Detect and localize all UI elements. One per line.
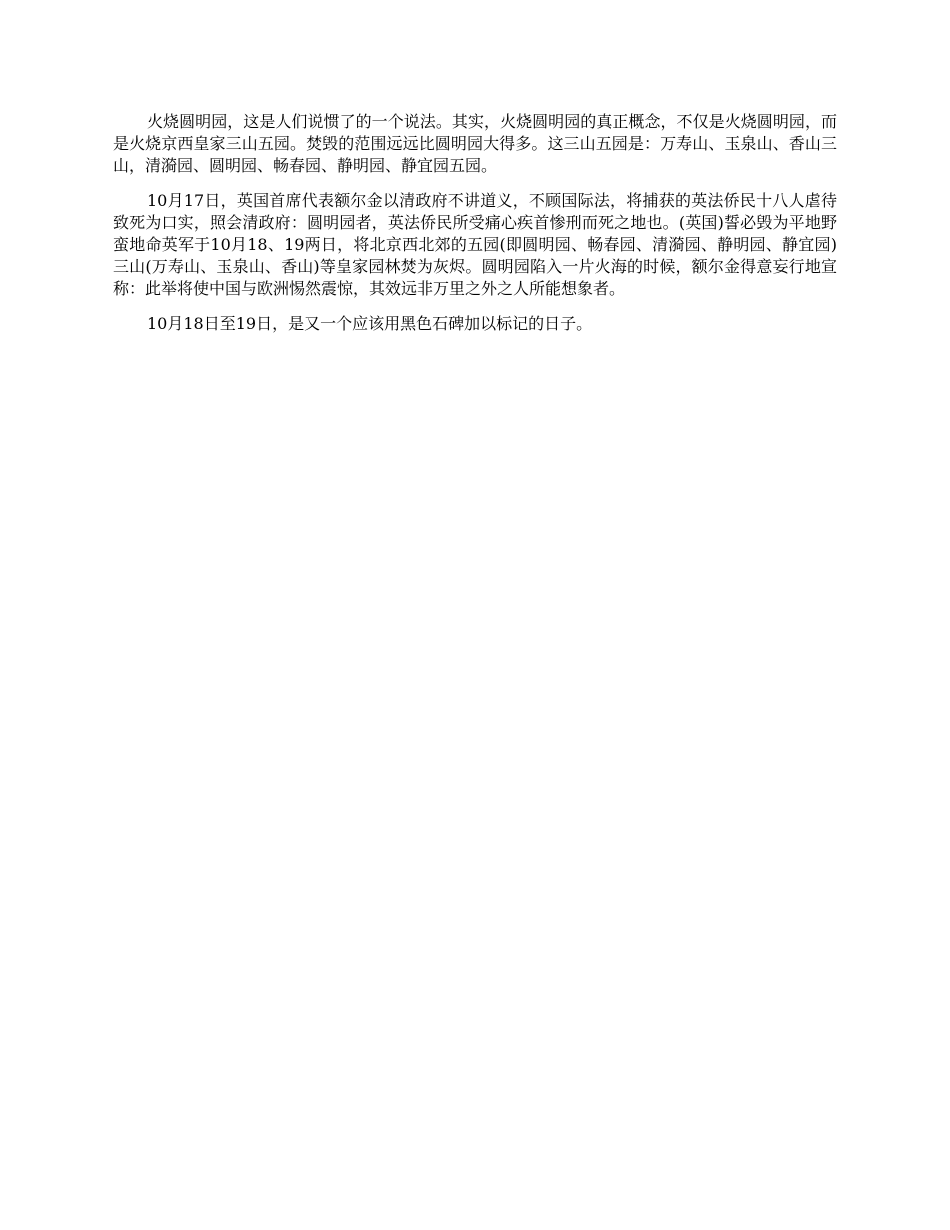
document-body [113,111,837,348]
paragraph-1: 火烧圆明园，这是人们说惯了的一个说法。其实，火烧圆明园的真正概念，不仅是火烧圆明园，而是火烧京西皇家三山五园。焚毁的范围远远比圆明园大得多。这三山五园是：万寿山、玉泉山、香山三山，清漪园、圆明园、畅春园、静明园、静宜园五园。 [113,112,837,175]
paragraph-2: 10月17日，英国首席代表额尔金以清政府不讲道义，不顾国际法，将捕获的英法侨民十八人虐待致死为口实，照会清政府：圆明园者，英法侨民所受痛心疾首惨刑而死之地也。(英国)誓必毁为平地野蛮地命英军于10月18、19两日，将北京西北郊的五园(即圆明园、畅春园、清漪园、静明园、静宜园)三山(万寿山、玉泉山、香山)等皇家园林焚为灰烬。圆明园陷入一片火海的时候，额尔金得意妄行地宣称：此举将使中国与欧洲惕然震惊，其效远非万里之外之人所能想象者。 [113,191,837,298]
paragraph-3: 10月18日至19日，是又一个应该用黑色石碑加以标记的日子。 [147,314,593,333]
